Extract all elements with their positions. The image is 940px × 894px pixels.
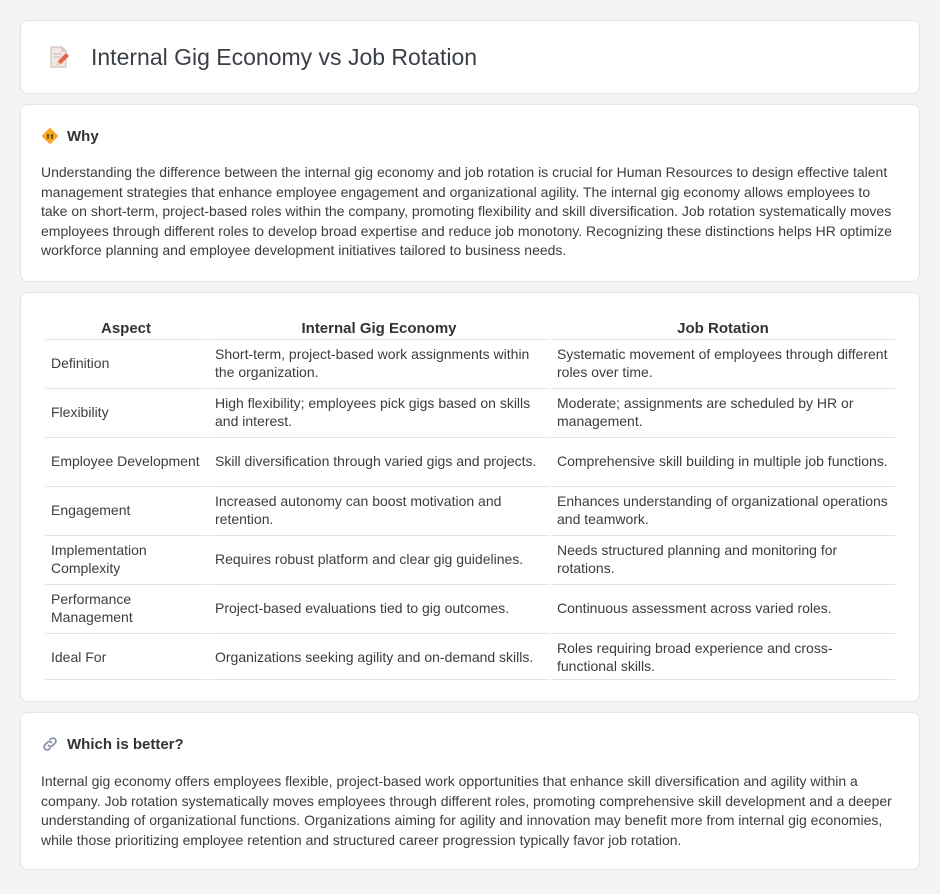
gig-cell: High flexibility; employees pick gigs based on skills and interest. xyxy=(209,388,549,435)
gig-cell: Increased autonomy can boost motivation and retention. xyxy=(209,486,549,533)
aspect-cell: Ideal For xyxy=(45,633,207,680)
table-row xyxy=(45,486,895,533)
aspect-cell: Implementation Complexity xyxy=(45,535,207,582)
table-row xyxy=(45,339,895,386)
column-header: Job Rotation xyxy=(677,320,769,337)
page-title: Internal Gig Economy vs Job Rotation xyxy=(91,43,478,70)
better-body: Internal gig economy offers employees flexible, project-based work opportunities that enhance skill diversification and agility within a company. Job rotation systematically moves employees through different roles, promoting comprehensive skill development and a deeper understanding of organizational functions. Organizations aiming for agility and innovation may benefit more from internal gig economies, while those prioritizing employee retention and structured career progression typically favor job rotation. xyxy=(41,773,892,848)
gig-cell: Skill diversification through varied gigs and projects. xyxy=(209,437,549,484)
gig-cell: Requires robust platform and clear gig guidelines. xyxy=(209,535,549,582)
better-title: Which is better? xyxy=(67,735,184,753)
why-title: Why xyxy=(67,127,99,145)
better-heading xyxy=(41,735,899,753)
why-section xyxy=(20,104,920,282)
table-row xyxy=(45,584,895,631)
column-header: Aspect xyxy=(100,320,152,337)
table-row xyxy=(45,633,895,680)
rotation-cell: Continuous assessment across varied roles. xyxy=(551,584,895,631)
rotation-cell: Roles requiring broad experience and cross-functional skills. xyxy=(551,633,895,680)
comparison-table xyxy=(43,313,897,682)
rotation-cell: Comprehensive skill building in multiple job functions. xyxy=(551,437,895,484)
table-header-row xyxy=(45,315,895,337)
why-body: Understanding the difference between the internal gig economy and job rotation is crucial for Human Resources to design effective talent management strategies that enhance employee engagement and organizational agility. The internal gig economy allows employees to take on short-term, project-based roles within the company, promoting flexibility and skill diversification. Job rotation systematically moves employees through different roles to develop broad expertise and reduce job monotony. Recognizing these distinctions helps HR optimize workforce planning and employee development initiatives tailored to business needs. xyxy=(41,164,892,259)
aspect-cell: Definition xyxy=(45,339,207,386)
why-heading xyxy=(41,127,899,145)
gig-cell: Short-term, project-based work assignments within the organization. xyxy=(209,339,549,386)
gig-cell: Organizations seeking agility and on-demand skills. xyxy=(209,633,549,680)
column-header: Internal Gig Economy xyxy=(301,320,457,337)
document-pencil-icon xyxy=(47,45,71,69)
comparison-section xyxy=(20,292,920,702)
rotation-cell: Enhances understanding of organizational operations and teamwork. xyxy=(551,486,895,533)
which-better-section xyxy=(20,712,920,870)
gig-cell: Project-based evaluations tied to gig outcomes. xyxy=(209,584,549,631)
link-icon xyxy=(41,735,59,753)
aspect-cell: Performance Management xyxy=(45,584,207,631)
diamond-sign-icon xyxy=(41,127,59,145)
table-row xyxy=(45,437,895,484)
table-row xyxy=(45,535,895,582)
aspect-cell: Employee Development xyxy=(45,437,207,484)
rotation-cell: Moderate; assignments are scheduled by HR or management. xyxy=(551,388,895,435)
table-row xyxy=(45,388,895,435)
aspect-cell: Flexibility xyxy=(45,388,207,435)
aspect-cell: Engagement xyxy=(45,486,207,533)
rotation-cell: Needs structured planning and monitoring for rotations. xyxy=(551,535,895,582)
header-card xyxy=(20,20,920,94)
rotation-cell: Systematic movement of employees through different roles over time. xyxy=(551,339,895,386)
